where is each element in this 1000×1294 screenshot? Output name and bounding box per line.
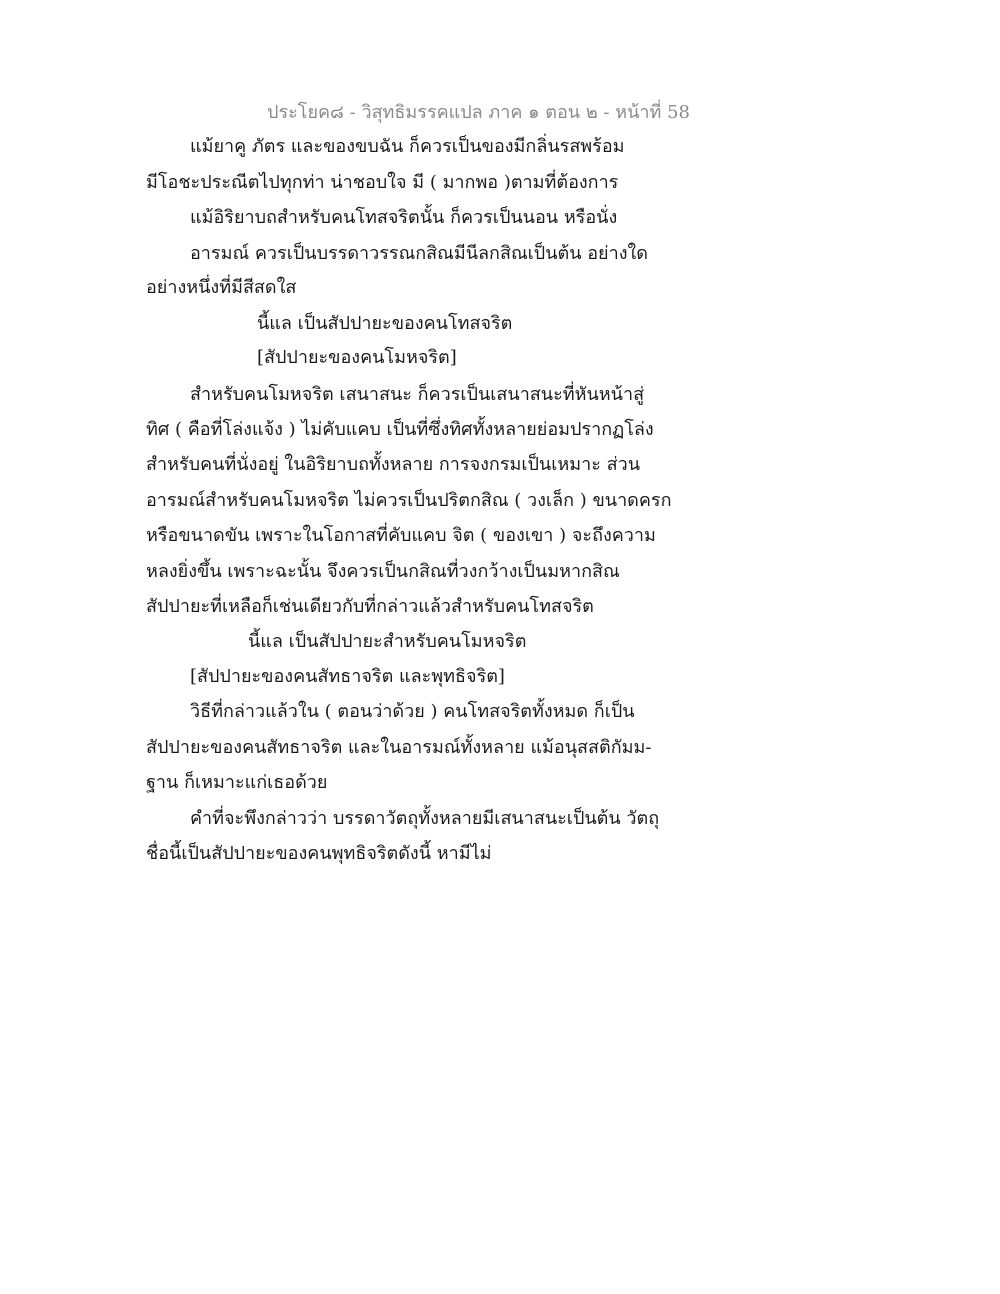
text-line: วิธีที่กล่าวแล้วใน ( ตอนว่าด้วย ) คนโทสจริตทั้งหมด ก็เป็น bbox=[190, 701, 635, 722]
text-line: คำที่จะพึงกล่าวว่า บรรดาวัตถุทั้งหลายมีเสนาสนะเป็นต้น วัตถุ bbox=[190, 808, 660, 829]
text-line: นี้แล เป็นสัปปายะของคนโทสจริต bbox=[257, 313, 513, 334]
text-line: สัปปายะที่เหลือก็เช่นเดียวกับที่กล่าวแล้วสำหรับคนโทสจริต bbox=[146, 596, 594, 617]
text-line: ทิศ ( คือที่โล่งแจ้ง ) ไม่คับแคบ เป็นที่ซึ่งทิศทั้งหลายย่อมปรากฏโล่ง bbox=[146, 419, 654, 440]
text-line: แม้อิริยาบถสำหรับคนโทสจริตนั้น ก็ควรเป็นนอน หรือนั่ง bbox=[190, 207, 618, 228]
text-line: แม้ยาคู ภัตร และของขบฉัน ก็ควรเป็นของมีกลิ่นรสพร้อม bbox=[190, 136, 625, 157]
text-line: มีโอชะประณีตไปทุกท่า น่าชอบใจ มี ( มากพอ )ตามที่ต้องการ bbox=[146, 172, 619, 193]
text-line: อย่างหนึ่งที่มีสีสดใส bbox=[146, 277, 297, 298]
section-heading: [สัปปายะของคนโมหจริต] bbox=[257, 347, 457, 368]
text-line: ฐาน ก็เหมาะแก่เธอด้วย bbox=[146, 772, 328, 793]
text-line: อารมณ์ ควรเป็นบรรดาวรรณกสิณมีนีลกสิณเป็นต้น อย่างใด bbox=[190, 243, 648, 264]
text-line: หรือขนาดขัน เพราะในโอกาสที่คับแคบ จิต ( ของเขา ) จะถึงความ bbox=[146, 525, 656, 546]
text-line: หลงยิ่งขึ้น เพราะฉะนั้น จึงควรเป็นกสิณที่วงกว้างเป็นมหากสิณ bbox=[146, 561, 620, 582]
text-line: สัปปายะของคนสัทธาจริต และในอารมณ์ทั้งหลาย แม้อนุสสติกัมม- bbox=[146, 737, 652, 758]
text-line: นี้แล เป็นสัปปายะสำหรับคนโมหจริต bbox=[248, 631, 527, 652]
text-line: อารมณ์สำหรับคนโมหจริต ไม่ควรเป็นปริตกสิณ ( วงเล็ก ) ขนาดครก bbox=[146, 490, 672, 511]
text-line: สำหรับคนโมหจริต เสนาสนะ ก็ควรเป็นเสนาสนะที่หันหน้าสู่ bbox=[190, 384, 645, 405]
text-line: ชื่อนี้เป็นสัปปายะของคนพุทธิจริตดังนี้ หามีไม่ bbox=[146, 843, 492, 864]
section-heading: [สัปปายะของคนสัทธาจริต และพุทธิจริต] bbox=[190, 666, 505, 687]
text-line: สำหรับคนที่นั่งอยู่ ในอิริยาบถทั้งหลาย การจงกรมเป็นเหมาะ ส่วน bbox=[146, 454, 641, 475]
running-header: ประโยค๘ - วิสุทธิมรรคแปล ภาค ๑ ตอน ๒ - หน้าที่ 58 bbox=[267, 102, 690, 123]
